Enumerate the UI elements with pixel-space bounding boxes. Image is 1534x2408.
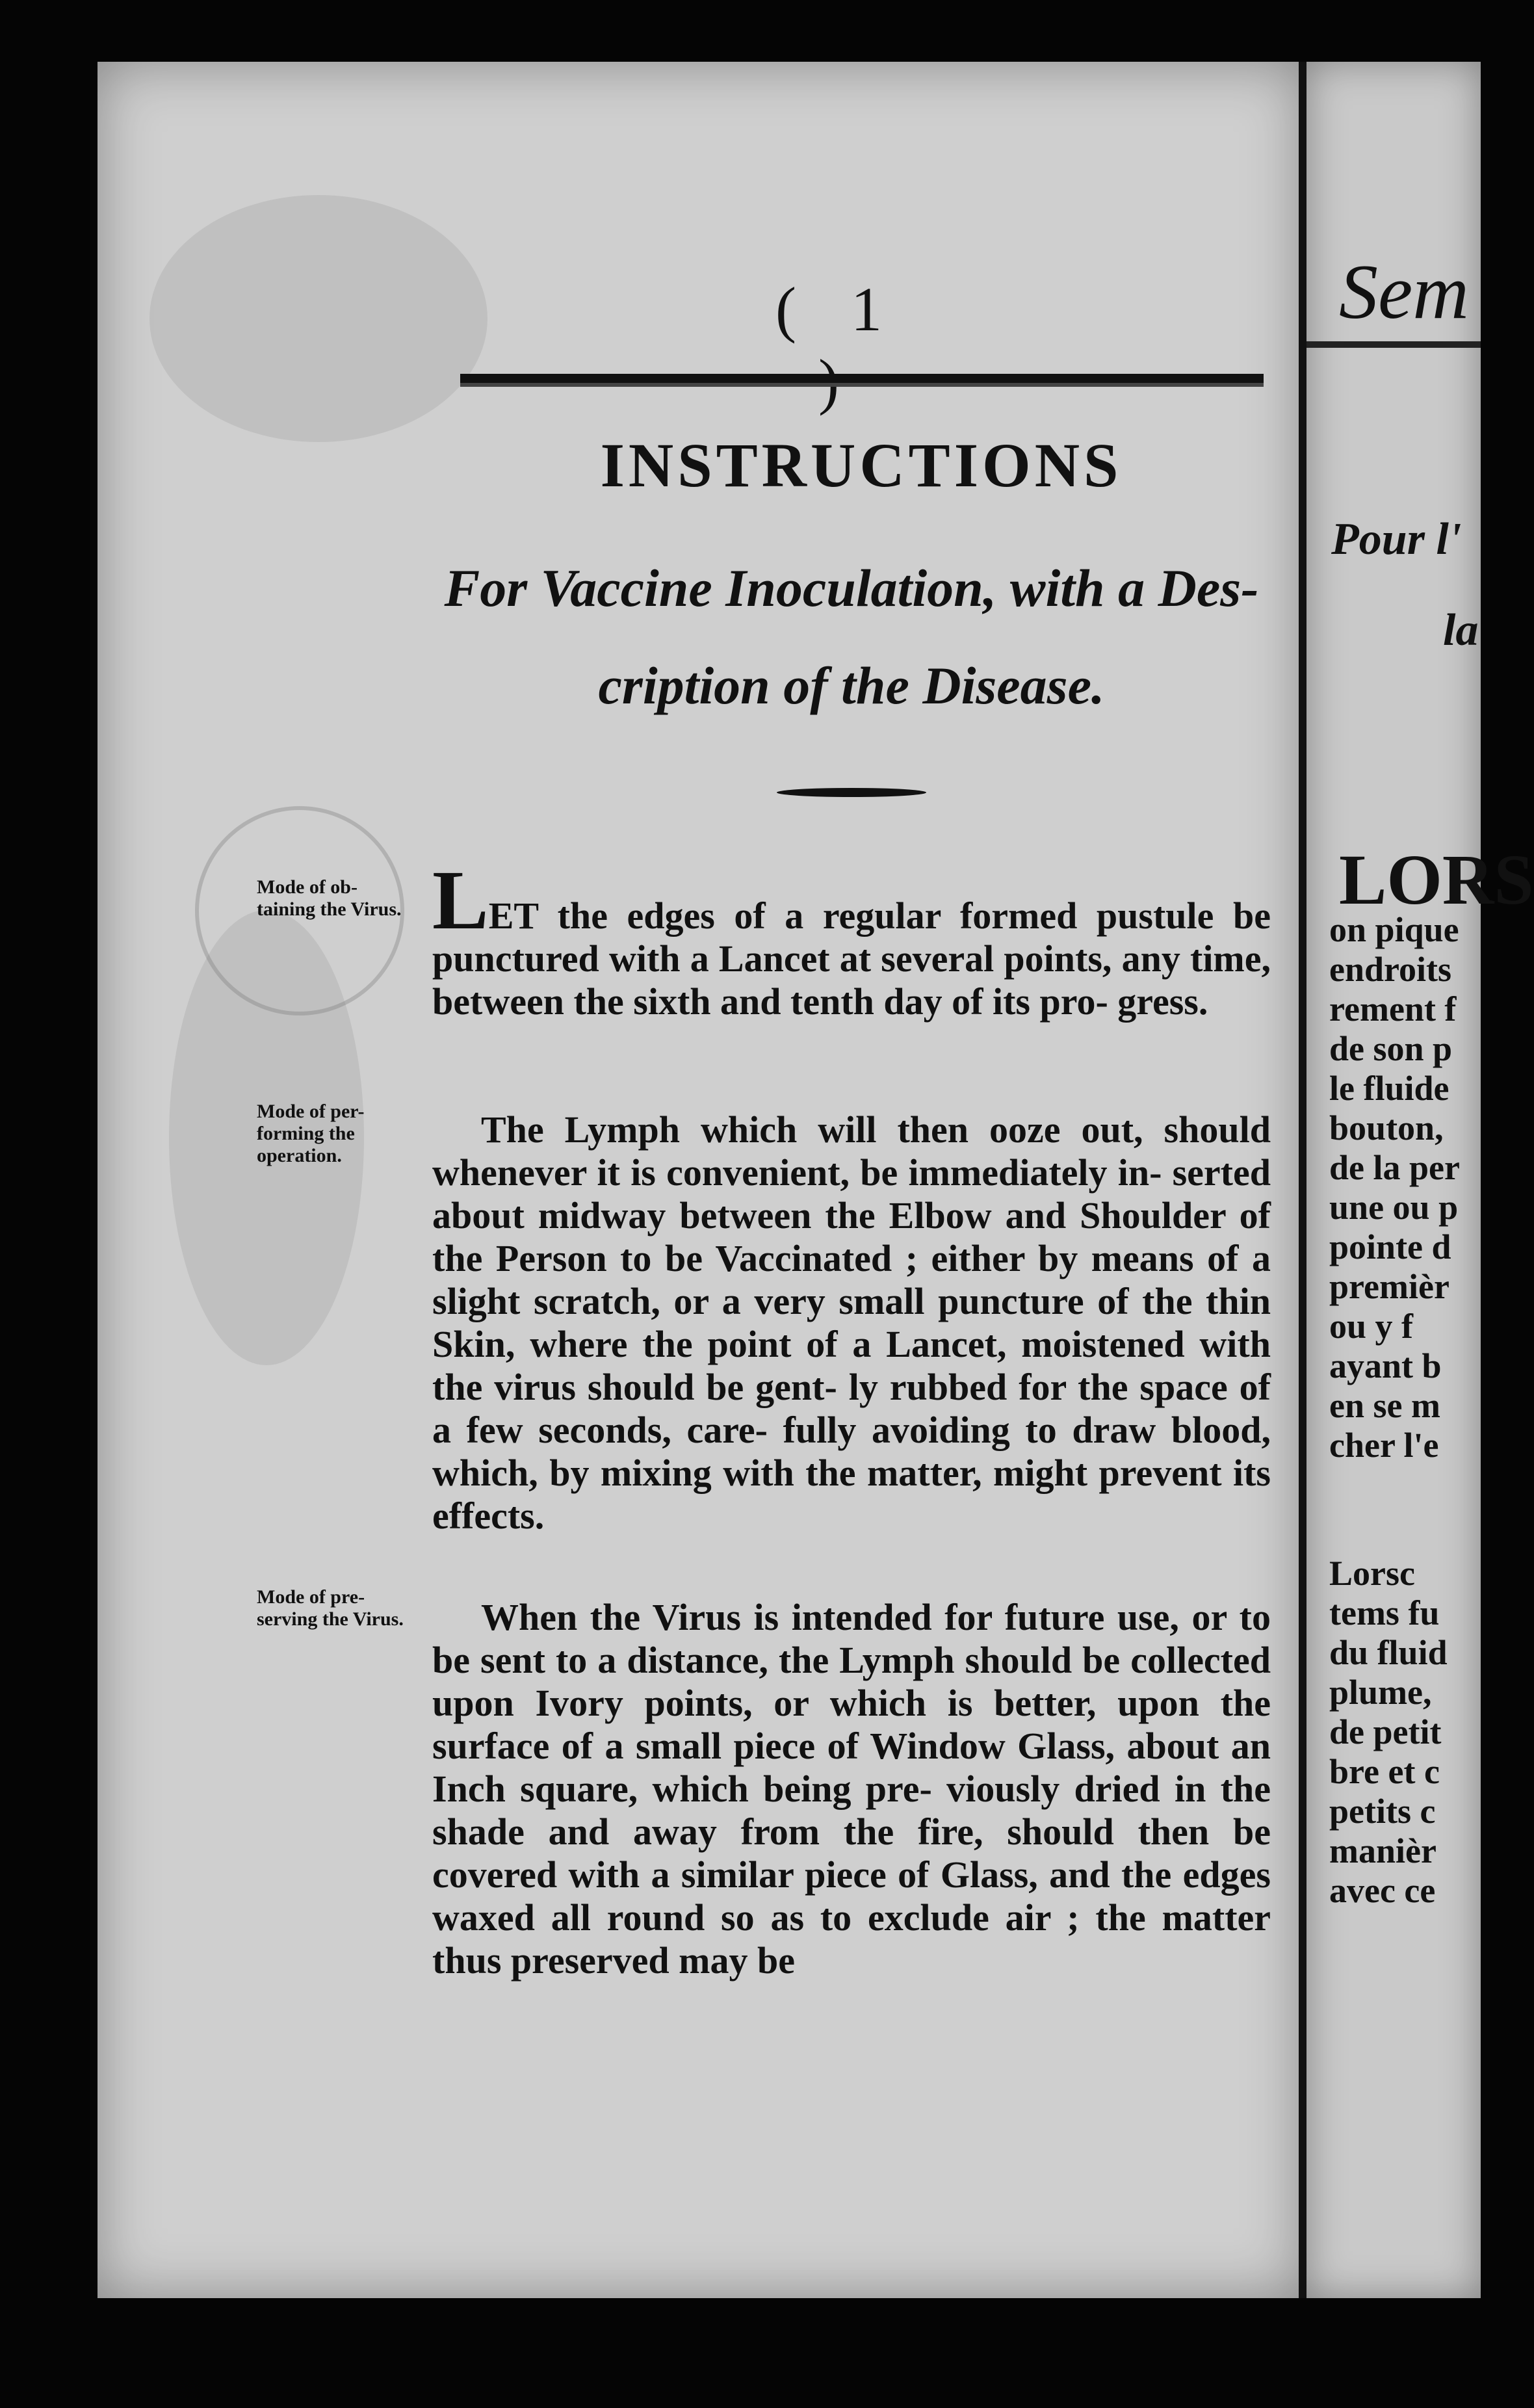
right-line: du fluid — [1329, 1633, 1448, 1672]
page-number: ( 1 — [775, 274, 902, 344]
header-rule — [460, 374, 1264, 387]
margin-note-obtaining: Mode of ob- taining the Virus. — [257, 876, 402, 920]
paragraph-performing: The Lymph which will then ooze out, should whenever it is convenient, be immediately in- serted about midway between the Elbow and Shoulder of the Person to be Vaccinated ; either by means of a slight scratch, or a very small puncture of the thin Skin, where the point of a Lancet, moistened with the virus should be gent- ly rubbed for the space of a few seconds, care- fully avoiding to draw blood, which, by mixing with the matter, might prevent its effects. — [432, 1108, 1271, 1537]
right-line: une ou p — [1329, 1188, 1459, 1227]
right-line: premièr — [1329, 1267, 1450, 1306]
right-line: bre et c — [1329, 1752, 1440, 1791]
right-line: avec ce — [1329, 1871, 1436, 1910]
right-line: manièr — [1329, 1831, 1436, 1870]
paragraph-preserving: When the Virus is intended for future use, or to be sent to a distance, the Lymph should be collected upon Ivory points, or which is better, upon the surface of a small piece of Window Glass, about an Inch square, which being pre- viously dried in the shade and away from the fire, should then be covered with a similar piece of Glass, and the edges waxed all round so as to exclude air ; the matter thus preserved may be — [432, 1596, 1271, 1982]
right-line: le fluide — [1329, 1069, 1450, 1108]
paragraph-obtaining-text: ET the edges of a regular formed pustule be punctured with a Lancet at several points, any time, between the sixth and tenth day of its pro- gress. — [432, 895, 1271, 1023]
right-line: pointe d — [1329, 1227, 1451, 1266]
paragraph-obtaining — [432, 854, 1271, 1023]
right-line: cher l'e — [1329, 1426, 1439, 1465]
right-line: de son p — [1329, 1029, 1453, 1068]
right-page-column-a — [1329, 910, 1485, 1465]
right-page-subtitle-1: Pour l' — [1331, 514, 1462, 564]
right-line: de la per — [1329, 1148, 1460, 1187]
right-line: tems fu — [1329, 1593, 1440, 1632]
right-line: ayant b — [1329, 1346, 1442, 1385]
right-page-rule — [1306, 341, 1481, 348]
drop-cap: L — [432, 854, 489, 947]
page-title: INSTRUCTIONS — [600, 430, 1123, 500]
right-line: on pique — [1329, 910, 1459, 949]
margin-note-preserving: Mode of pre- serving the Virus. — [257, 1586, 404, 1630]
right-line: Lorsc — [1329, 1554, 1415, 1593]
right-line: en se m — [1329, 1386, 1440, 1425]
right-page-column-b — [1329, 1554, 1485, 1911]
subtitle-line-1: For Vaccine Inoculation, with a Des- — [444, 558, 1259, 618]
right-line: petits c — [1329, 1792, 1436, 1831]
margin-note-performing: Mode of per- forming the operation. — [257, 1101, 365, 1166]
right-line: plume, — [1329, 1673, 1432, 1712]
right-line: rement f — [1329, 989, 1457, 1028]
right-page-heading: Sem — [1339, 248, 1469, 335]
paper-stain — [150, 195, 488, 442]
page-subtitle — [429, 540, 1274, 735]
right-page-drop-cap: LORS — [1339, 840, 1534, 919]
right-line: endroits — [1329, 950, 1452, 989]
right-line: ou y f — [1329, 1307, 1414, 1346]
right-line: de petit — [1329, 1712, 1442, 1751]
right-line: bouton, — [1329, 1108, 1444, 1147]
subtitle-line-2: cription of the Disease. — [598, 656, 1105, 715]
ornament-rule — [777, 788, 926, 797]
right-page-subtitle-2: la — [1443, 605, 1479, 655]
